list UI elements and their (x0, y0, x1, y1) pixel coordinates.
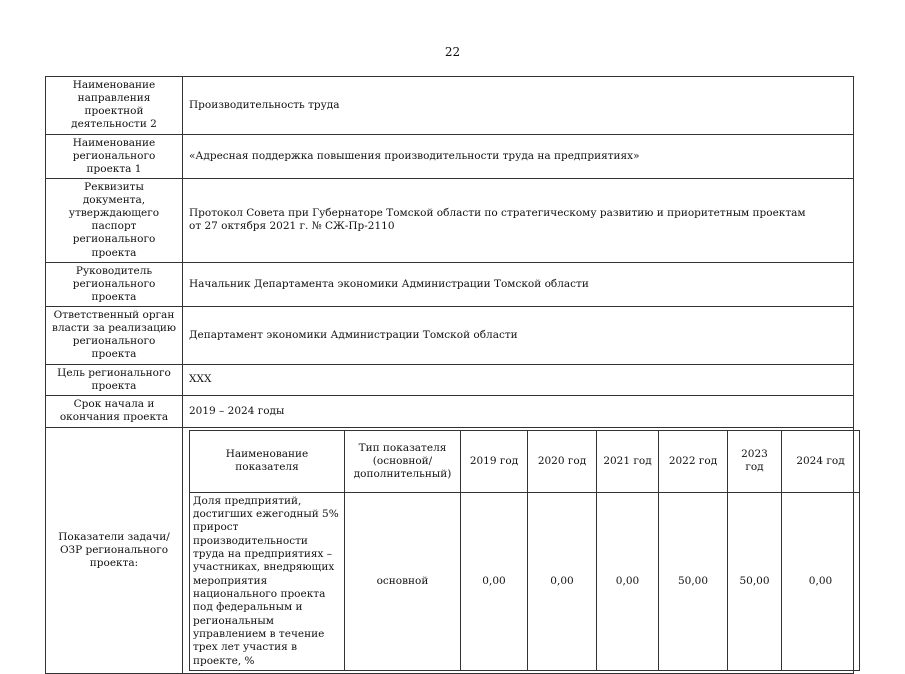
indicator-name: Доля предприятий, достигших ежегодный 5% прирост производительности труда на предприятиях – участниках, внедряющих мероприятия национального проекта под федеральным и региональным управлением в течение трех лет участия в проекте, % (190, 492, 345, 670)
table-row (46, 134, 854, 178)
header-year-2022: 2022 год (659, 430, 728, 492)
row-value: Начальник Департамента экономики Администрации Томской области (183, 262, 854, 306)
table-row (46, 395, 854, 427)
indicators-table (189, 430, 860, 671)
table-row (46, 262, 854, 306)
header-year-2023: 2023 год (728, 430, 782, 492)
row-value (183, 178, 854, 262)
header-year-2020: 2020 год (528, 430, 597, 492)
table-row (46, 427, 854, 673)
row-label: Руководитель регионального проекта (46, 262, 183, 306)
table-row (46, 307, 854, 365)
row-value: Департамент экономики Администрации Томской области (183, 307, 854, 365)
indicator-value-2019: 0,00 (461, 492, 528, 670)
row-value: ХХХ (183, 364, 854, 395)
indicators-cell (183, 427, 854, 673)
indicators-header-row (190, 430, 860, 492)
row-label: Наименование направления проектной деятельности 2 (46, 77, 183, 135)
row-value: Производительность труда (183, 77, 854, 135)
indicator-value-2021: 0,00 (597, 492, 659, 670)
passport-table (45, 76, 854, 674)
header-indicator-type: Тип показателя (основной/ дополнительный) (345, 430, 461, 492)
header-indicator-name: Наименование показателя (190, 430, 345, 492)
header-year-2021: 2021 год (597, 430, 659, 492)
indicators-label: Показатели задачи/ОЗР регионального проекта: (46, 427, 183, 673)
row-label: Срок начала и окончания проекта (46, 395, 183, 427)
table-row (46, 77, 854, 135)
row-label: Наименование регионального проекта 1 (46, 134, 183, 178)
indicator-value-2020: 0,00 (528, 492, 597, 670)
table-row (46, 178, 854, 262)
indicator-value-2024: 0,00 (782, 492, 860, 670)
value-line: Протокол Совета при Губернаторе Томской области по стратегическому развитию и приоритетным проектам (189, 207, 806, 220)
row-label: Реквизиты документа, утверждающего паспорт регионального проекта (46, 178, 183, 262)
indicator-value-2023: 50,00 (728, 492, 782, 670)
row-label: Ответственный орган власти за реализацию регионального проекта (46, 307, 183, 365)
row-value: 2019 – 2024 годы (183, 395, 854, 427)
indicator-row (190, 492, 860, 670)
header-year-2019: 2019 год (461, 430, 528, 492)
row-value: «Адресная поддержка повышения производительности труда на предприятиях» (183, 134, 854, 178)
page-number: 22 (444, 45, 461, 59)
table-row (46, 364, 854, 395)
header-year-2024: 2024 год (782, 430, 860, 492)
value-line: от 27 октября 2021 г. № СЖ-Пр-2110 (189, 220, 395, 233)
indicator-value-2022: 50,00 (659, 492, 728, 670)
row-label: Цель регионального проекта (46, 364, 183, 395)
indicator-type: основной (345, 492, 461, 670)
